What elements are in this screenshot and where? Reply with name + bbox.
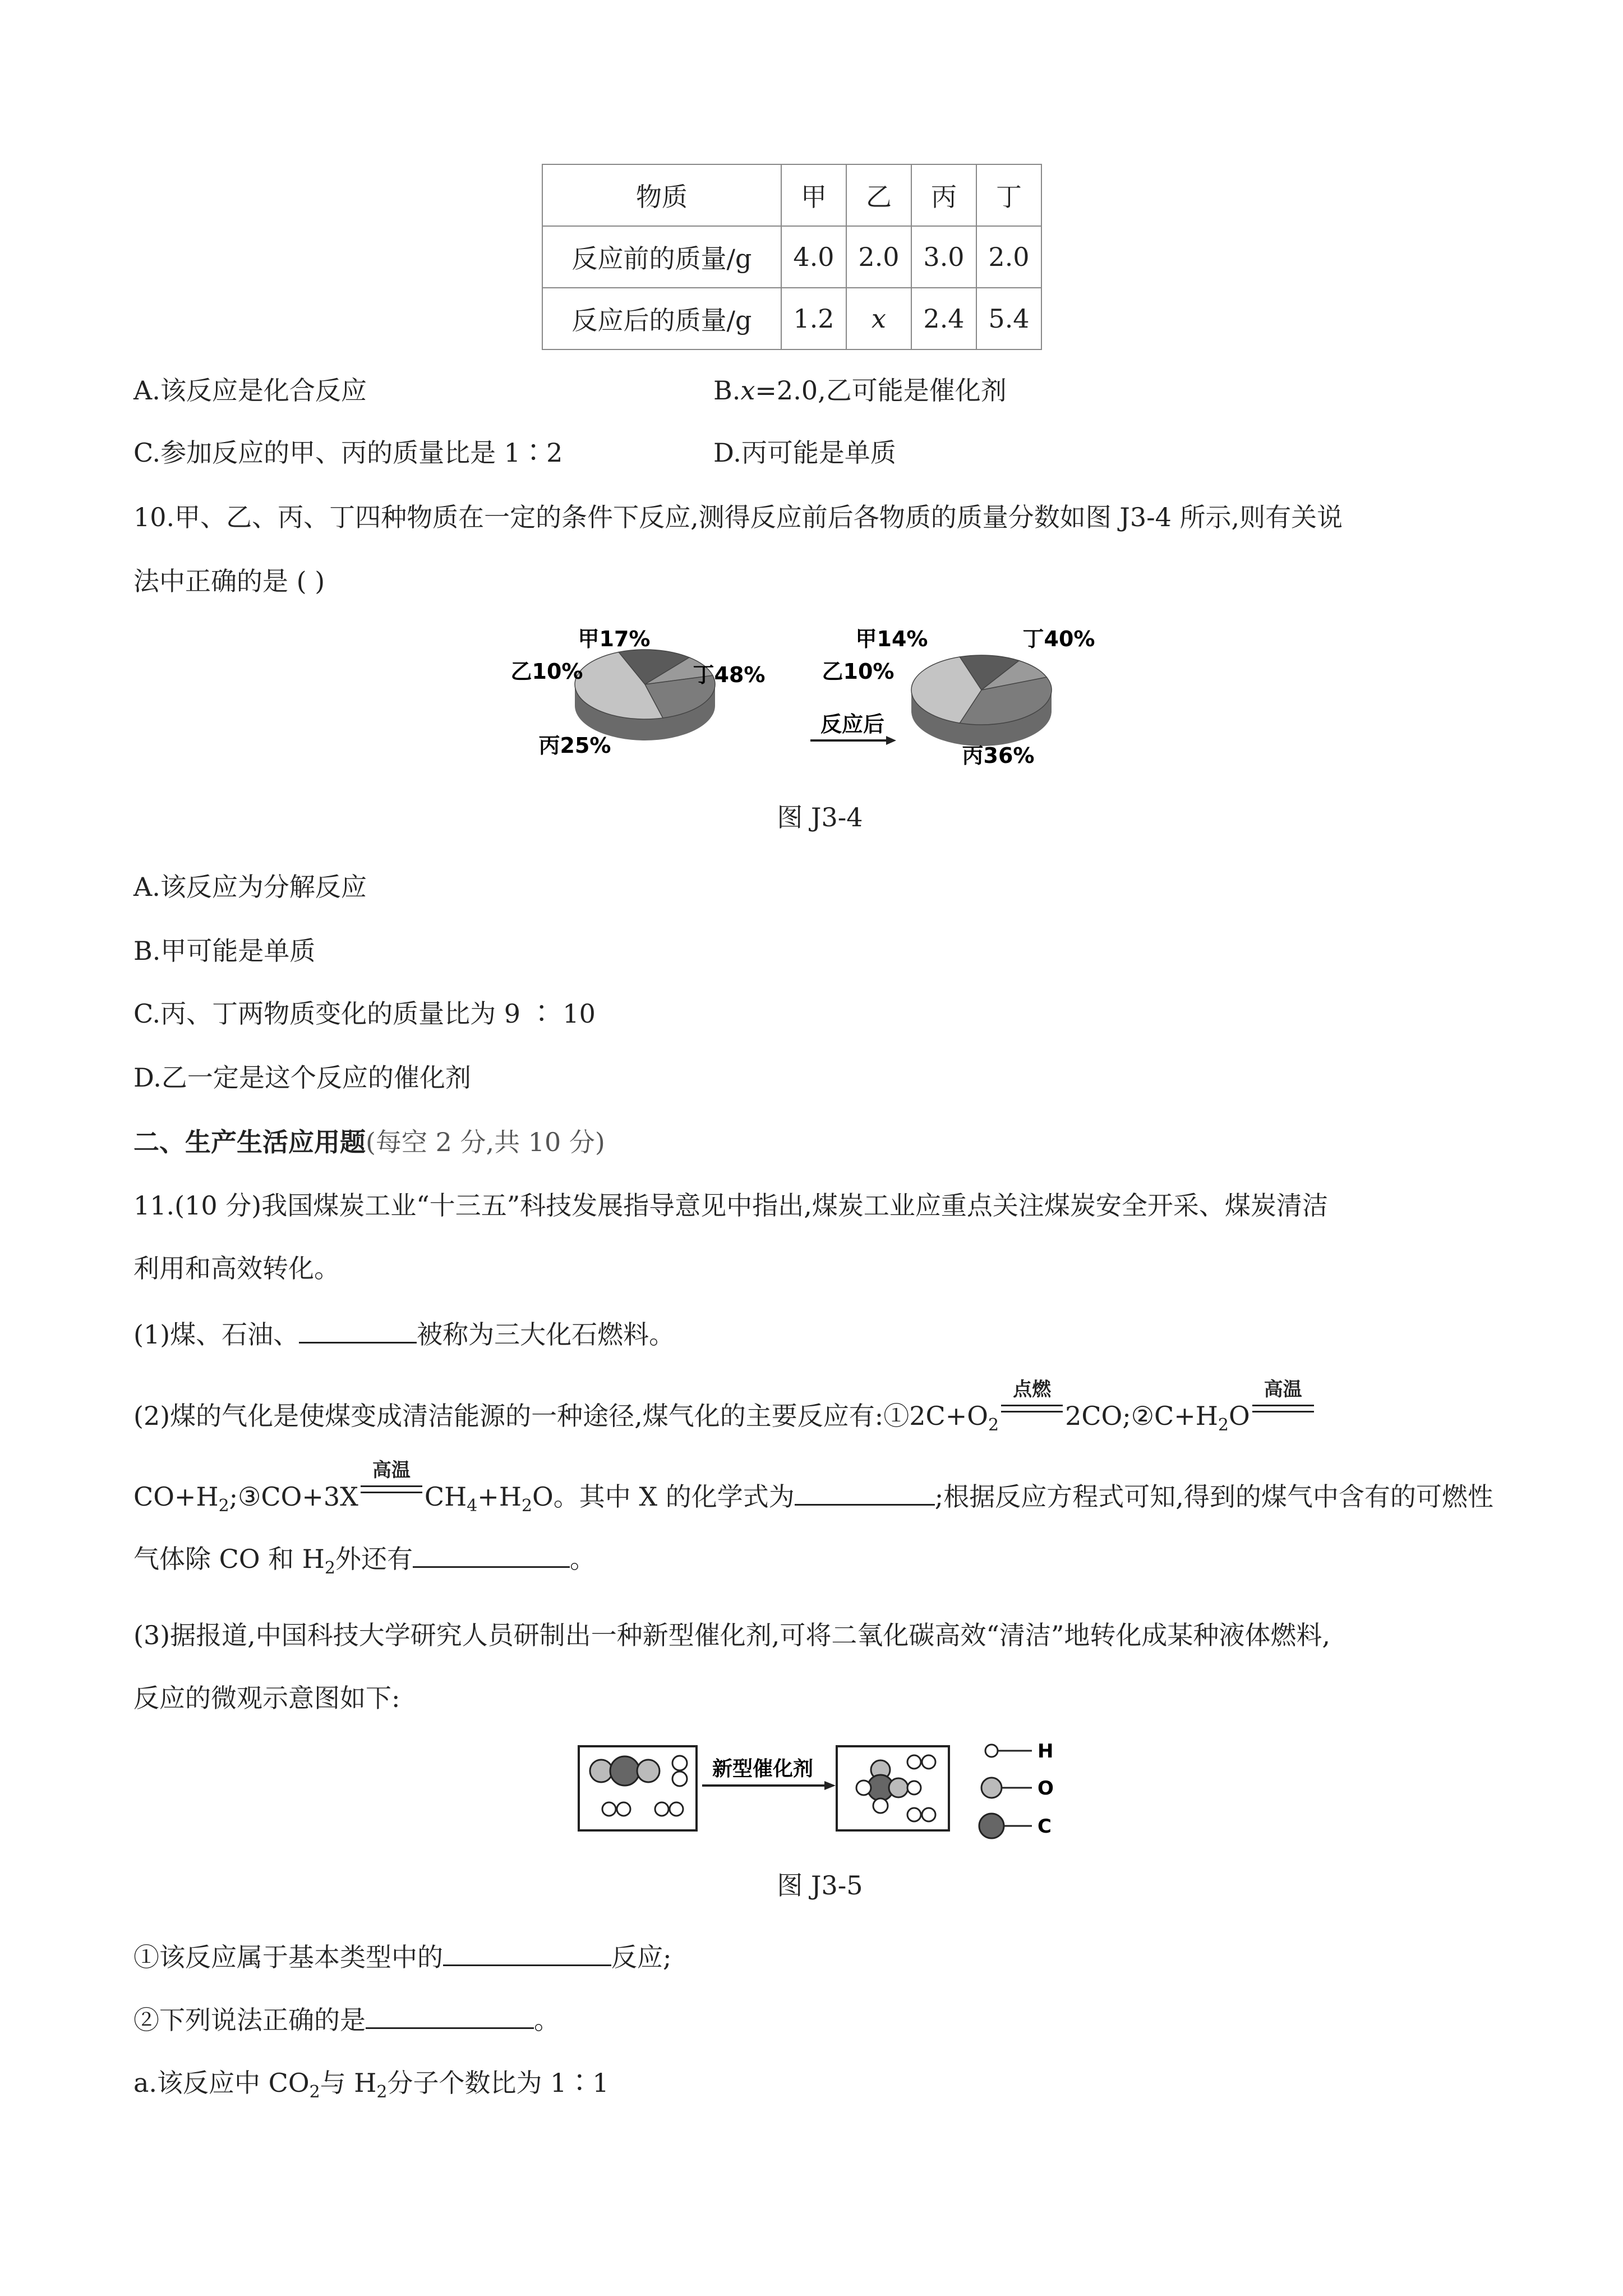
c-atom (610, 1756, 639, 1786)
pie-after (911, 655, 1052, 746)
h-atom (655, 1802, 668, 1816)
pie-before-label-ding: 丁48% (693, 662, 766, 687)
pie-after-label-bing: 丙36% (962, 743, 1035, 768)
q11-part2-text: CO+H (133, 1481, 219, 1512)
answer-blank-3[interactable] (413, 1540, 570, 1568)
q10-option-d: D.乙一定是这个反应的催化剂 (133, 1062, 471, 1093)
q11-part1-text-end: 被称为三大化石燃料。 (417, 1319, 675, 1350)
q9-option-c: C.参加反应的甲、丙的质量比是 1∶2 (133, 438, 563, 468)
h-atom (672, 1756, 687, 1770)
o-atom (889, 1778, 908, 1797)
pie-after-label-yi: 乙10% (822, 659, 895, 684)
table-row (542, 288, 1041, 349)
q10-option-a: A.该反应为分解反应 (133, 872, 367, 902)
q11-option-a-text: a.该反应中 CO (133, 2068, 310, 2098)
subscript: 2 (988, 1415, 999, 1435)
molecule-diagram (578, 1736, 1088, 1854)
table-header-cell: 甲 (781, 164, 846, 226)
q11-part2-text: (2)煤的气化是使煤变成清洁能源的一种途径,煤气化的主要反应有:①2C+O (133, 1401, 988, 1431)
q9-option-b-prefix: B. (713, 375, 741, 406)
table-cell: 2.0 (976, 226, 1041, 288)
q11-part2-line2 (133, 1459, 1493, 1524)
q11-sub2-text: ②下列说法正确的是 (133, 2005, 366, 2035)
figure-caption-j3-4: 图 J3-4 (777, 802, 863, 832)
table-header-cell: 丙 (911, 164, 976, 226)
q11-part3-line2: 反应的微观示意图如下: (133, 1683, 400, 1713)
q9-option-b-text: =2.0,乙可能是催化剂 (755, 375, 1007, 406)
section-2-title: 二、生产生活应用题 (133, 1127, 366, 1157)
arrow-label: 反应后 (820, 712, 885, 737)
table-cell: 1.2 (781, 288, 846, 349)
subscript: 2 (376, 2082, 388, 2102)
h-atom (617, 1802, 630, 1816)
figure-caption-j3-5: 图 J3-5 (777, 1870, 863, 1901)
pie-before-label-jia: 甲17% (578, 627, 651, 651)
h-atom (907, 1755, 921, 1769)
q9-option-b (713, 373, 1007, 408)
legend-h-icon (985, 1745, 998, 1757)
answer-blank-5[interactable] (366, 2001, 534, 2029)
table-cell: 3.0 (911, 226, 976, 288)
subscript: 4 (467, 1496, 478, 1516)
answer-blank-1[interactable] (299, 1316, 417, 1343)
q11-intro-line2: 利用和高效转化。 (133, 1253, 340, 1283)
q10-option-c: C.丙、丁两物质变化的质量比为 9 ∶ 10 (133, 999, 596, 1029)
equals-bars (361, 1485, 422, 1493)
q11-part2-line1 (133, 1378, 1316, 1443)
table-cell: 5.4 (976, 288, 1041, 349)
legend-c-icon (979, 1814, 1004, 1838)
section-2-note: (每空 2 分,共 10 分) (366, 1127, 605, 1157)
equals-bars (1001, 1405, 1063, 1412)
h-atom (670, 1802, 683, 1816)
legend-c-label: C (1038, 1815, 1052, 1838)
h-atom (856, 1780, 871, 1795)
condition-label: 点燃 (1013, 1378, 1052, 1401)
o-atom (637, 1760, 660, 1782)
answer-blank-2[interactable] (795, 1478, 935, 1506)
table-cell: 2.0 (846, 226, 911, 288)
pie-before-label-yi: 乙10% (510, 659, 583, 684)
section-2-heading (133, 1125, 605, 1159)
table-cell: x (846, 288, 911, 349)
q9-option-d: D.丙可能是单质 (713, 438, 896, 468)
answer-blank-4[interactable] (443, 1939, 611, 1966)
q10-option-b: B.甲可能是单质 (133, 936, 316, 966)
table-header-cell: 乙 (846, 164, 911, 226)
q11-sub2-text-end: 。 (534, 2005, 560, 2035)
q9-option-a: A.该反应是化合反应 (133, 375, 367, 406)
equation-condition-ignite (999, 1378, 1065, 1425)
q11-sub1-text: ①该反应属于基本类型中的 (133, 1942, 443, 1972)
table-row (542, 226, 1041, 288)
legend-o-icon (981, 1778, 1002, 1798)
q10-stem-line2: 法中正确的是 ( ) (133, 566, 325, 596)
q11-part2-text: 气体除 CO 和 H (133, 1544, 325, 1574)
q11-part3-line1: (3)据报道,中国科技大学研究人员研制出一种新型催化剂,可将二氧化碳高效“清洁”地转化成某种液体燃料, (133, 1620, 1331, 1650)
subscript: 2 (309, 2082, 320, 2102)
q11-part2-text: ;根据反应方程式可知,得到的煤气中含有的可燃性 (934, 1481, 1493, 1512)
q11-part2-text: 2CO;②C+H (1065, 1401, 1218, 1431)
reaction-arrowhead (886, 736, 896, 745)
q11-part2-text: O。其中 X 的化学式为 (532, 1481, 795, 1512)
pie-after-label-ding: 丁40% (1022, 627, 1095, 651)
legend-h-label: H (1038, 1740, 1054, 1763)
subscript: 2 (1218, 1415, 1229, 1435)
pie-before-label-bing: 丙25% (538, 733, 611, 758)
legend-o-label: O (1038, 1777, 1054, 1800)
q11-option-a-text: 分子个数比为 1∶1 (387, 2068, 609, 2098)
q11-part2-text: 外还有 (335, 1544, 413, 1574)
equation-condition-high-temp (1250, 1378, 1316, 1425)
q11-part2-line3 (133, 1540, 596, 1586)
q11-part1 (133, 1316, 675, 1352)
q11-part2-text: O (1228, 1401, 1250, 1431)
q11-part2-text: CH (424, 1481, 467, 1512)
table-header-row (542, 164, 1041, 226)
subscript: 2 (521, 1496, 533, 1516)
h-atom (907, 1808, 921, 1821)
equation-condition-high-temp (358, 1459, 425, 1506)
q11-sub2 (133, 2001, 560, 2037)
q11-option-a (133, 2065, 609, 2110)
q11-sub1-text-end: 反应; (611, 1942, 672, 1972)
h-atom (922, 1755, 935, 1769)
catalyst-label: 新型催化剂 (712, 1757, 814, 1780)
q11-part2-text: 。 (569, 1544, 596, 1574)
h-atom (907, 1781, 921, 1795)
condition-label: 高温 (372, 1459, 411, 1481)
table-cell: 4.0 (781, 226, 846, 288)
q11-part1-text: (1)煤、石油、 (133, 1319, 299, 1350)
o-atom (590, 1760, 612, 1782)
q11-sub1 (133, 1939, 672, 1975)
q11-part2-text: ;③CO+3X (229, 1481, 358, 1512)
h-atom (602, 1802, 616, 1816)
condition-label: 高温 (1264, 1378, 1302, 1401)
pie-after-label-jia: 甲14% (855, 627, 928, 651)
q11-intro-line1: 11.(10 分)我国煤炭工业“十三五”科技发展指导意见中指出,煤炭工业应重点关注煤炭安全开采、煤炭清洁 (133, 1190, 1328, 1221)
table-cell: 2.4 (911, 288, 976, 349)
h-atom (873, 1798, 888, 1813)
equals-bars (1252, 1405, 1314, 1412)
q9-option-b-x: x (740, 375, 755, 406)
q10-stem-line1: 10.甲、乙、丙、丁四种物质在一定的条件下反应,测得反应前后各物质的质量分数如图 J3-4 所示,则有关说 (133, 502, 1343, 532)
q11-part2-text: +H (477, 1481, 522, 1512)
table-cell: 反应前的质量/g (542, 226, 781, 288)
q11-option-a-text: 与 H (320, 2068, 377, 2098)
h-atom (672, 1772, 687, 1786)
table-cell: 反应后的质量/g (542, 288, 781, 349)
table-header-cell: 物质 (542, 164, 781, 226)
subscript: 2 (324, 1558, 335, 1578)
subscript: 2 (218, 1496, 229, 1516)
h-atom (922, 1808, 935, 1821)
mass-table (542, 164, 1042, 350)
reaction-arrowhead (824, 1781, 836, 1790)
table-header-cell: 丁 (976, 164, 1041, 226)
pie-charts-figure (510, 623, 1116, 785)
